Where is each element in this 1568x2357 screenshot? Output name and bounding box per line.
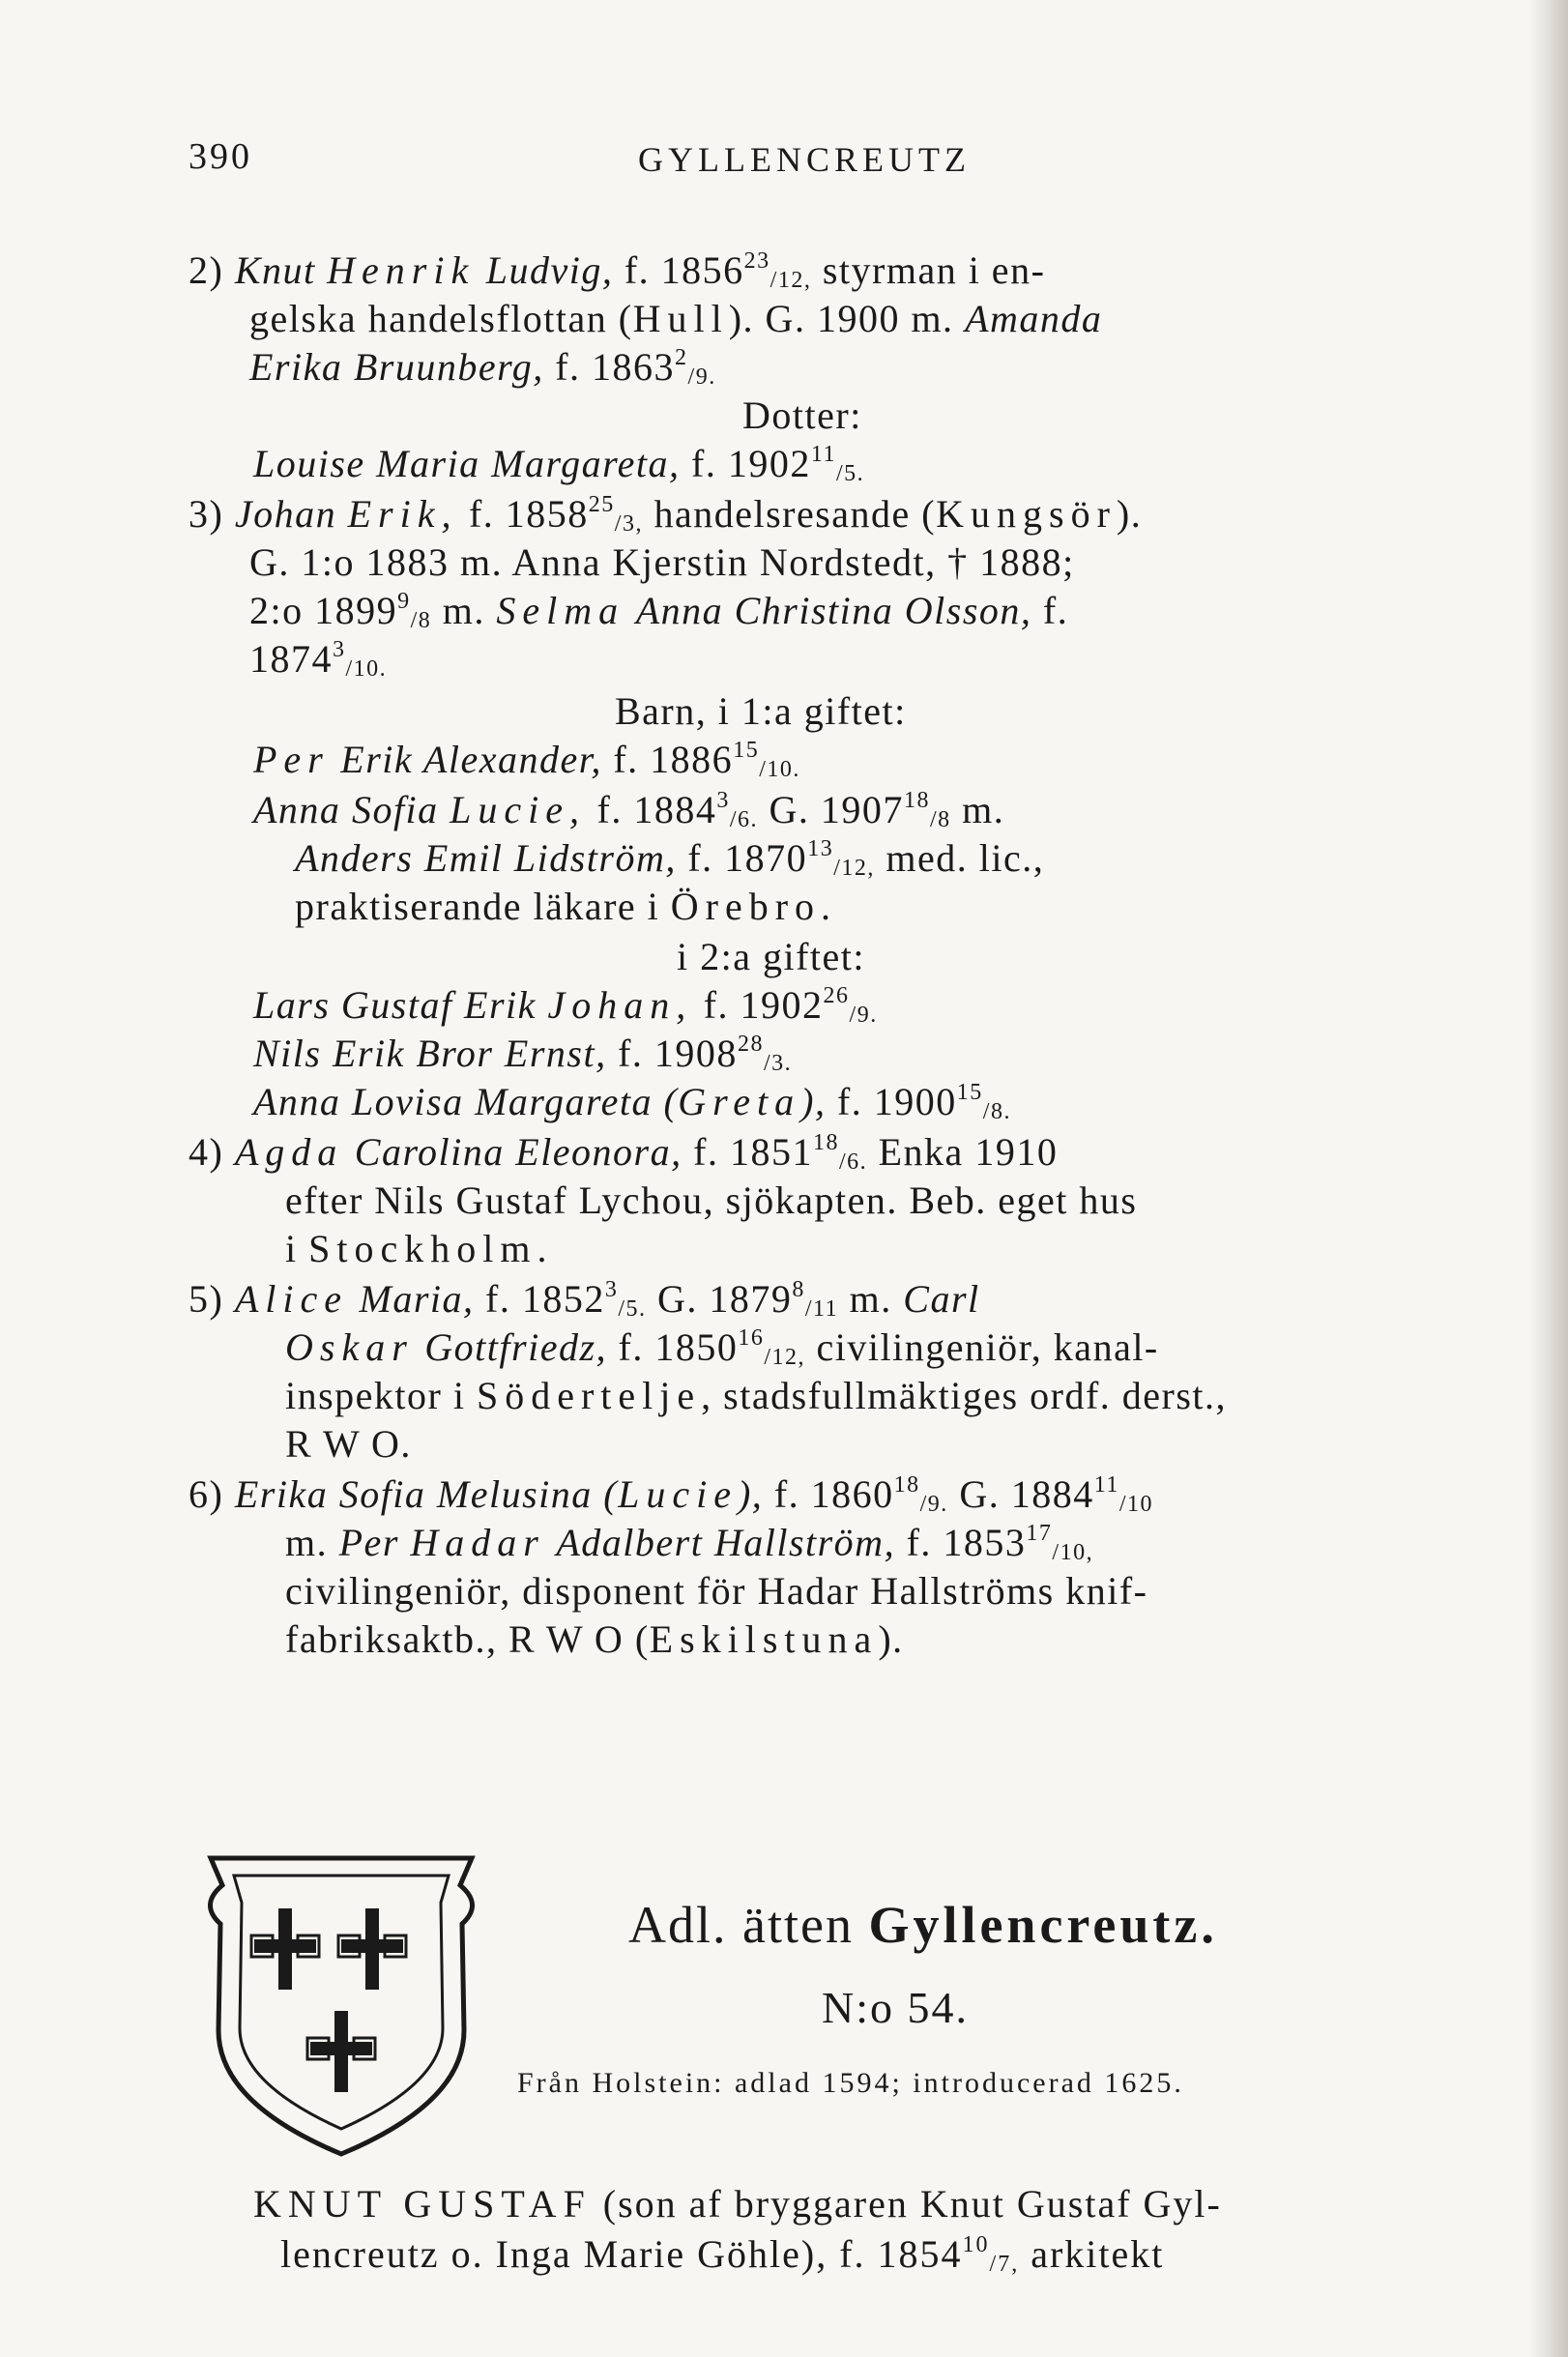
running-title: GYLLENCREUTZ [638, 140, 971, 179]
entry-2-line-3: Erika Bruunberg, f. $1863^2_{/9.}$ [249, 345, 716, 390]
entry-3-line-4: $1874^3_{/10.}$ [249, 637, 388, 682]
entry-3-child-2-line-2: Anders Emil Lidström, f. $1870^{13}_{/12,}$ med. lic., [295, 836, 1045, 881]
children-heading-first-marriage: Barn, i 1:a giftet: [615, 689, 907, 733]
final-entry-line-1: KNUT GUSTAF (son af bryggaren Knut Gustaf Gyl- [253, 2182, 1222, 2226]
entry-3-child-1: Per Erik Alexander, f. $1886^{15}_{/10.}$ [253, 738, 800, 782]
entry-3-child-2: Anna Sofia Lucie, f. $1884^3_{/6.}$ G. $1907^{18}_{/8}$ m. [253, 788, 1005, 832]
entry-5-line-3: inspektor i Södertelje, stadsfullmäktiges ordf. derst., [285, 1374, 1228, 1417]
entry-4-line-1: 4) Agda Carolina Eleonora, f. $1851^{18}_{/6.}$ Enka 1910 [189, 1130, 1059, 1175]
entry-3-line-1: 3) Johan Erik, f. $1858^{25}_{/3,}$ handelsresande (Kungsör). [189, 492, 1143, 537]
entry-2-line-1: 2) Knut Henrik Ludvig, f. $1856^{23}_{/12,}$ styrman i en- [189, 248, 1046, 293]
entry-2-line-2: gelska handelsflottan (Hull). G. 1900 m. Amanda [249, 297, 1103, 340]
entry-3-child-2-line-3: praktiserande läkare i Örebro. [295, 885, 832, 928]
entry-5-line-4: R W O. [285, 1422, 412, 1466]
entry-6-line-3: civilingeniör, disponent för Hadar Hallströms knif- [285, 1569, 1148, 1613]
page-edge-shadow [1529, 0, 1568, 2357]
entry-3-child-5: Anna Lovisa Margareta (Greta), f. $1900^{15}_{/8.}$ [253, 1080, 1011, 1124]
coat-of-arms-shield-icon [201, 1847, 481, 2166]
entry-4-line-3: i Stockholm. [285, 1227, 548, 1270]
family-title: Adl. ätten Gyllencreutz. [628, 1896, 1218, 1954]
entry-4-line-2: efter Nils Gustaf Lychou, sjökapten. Beb. eget hus [285, 1178, 1138, 1222]
children-heading: Dotter: [742, 393, 862, 437]
entry-3-child-4: Nils Erik Bror Ernst, f. $1908^{28}_{/3.}$ [253, 1032, 793, 1076]
page-number: 390 [189, 136, 252, 177]
entry-2-child: Louise Maria Margareta, f. $1902^{11}_{/5.}$ [253, 442, 865, 486]
children-heading-second-marriage: i 2:a giftet: [677, 935, 866, 978]
entry-5-line-2: Oskar Gottfriedz, f. $1850^{16}_{/12,}$ civilingeniör, kanal- [285, 1325, 1159, 1370]
entry-6-line-2: m. Per Hadar Adalbert Hallström, f. $1853^{17}_{/10,}$ [285, 1521, 1094, 1565]
entry-3-line-3: 2:o $1899^9_{/8}$ m. Selma Anna Christina Olsson, f. [249, 589, 1069, 633]
family-number: N:o 54. [822, 1983, 969, 2032]
family-origin: Från Holstein: adlad 1594; introducerad 1625. [517, 2067, 1184, 2099]
entry-6-line-4: fabriksaktb., R W O (Eskilstuna). [285, 1617, 904, 1661]
final-entry-line-2: lencreutz o. Inga Marie Göhle), f. $1854^{10}_{/7,}$ arkitekt [280, 2232, 1165, 2277]
entry-3-child-3: Lars Gustaf Erik Johan, f. $1902^{26}_{/9.}$ [253, 983, 878, 1028]
entry-6-line-1: 6) Erika Sofia Melusina (Lucie), f. $1860^{18}_{/9.}$ G. $1884^{11}_{/10}$ [189, 1472, 1153, 1517]
entry-3-line-2: G. 1:o 1883 m. Anna Kjerstin Nordstedt, † 1888; [249, 540, 1075, 584]
entry-5-line-1: 5) Alice Maria, f. $1852^3_{/5.}$ G. $1879^8_{/11}$ m. Carl [189, 1277, 980, 1322]
